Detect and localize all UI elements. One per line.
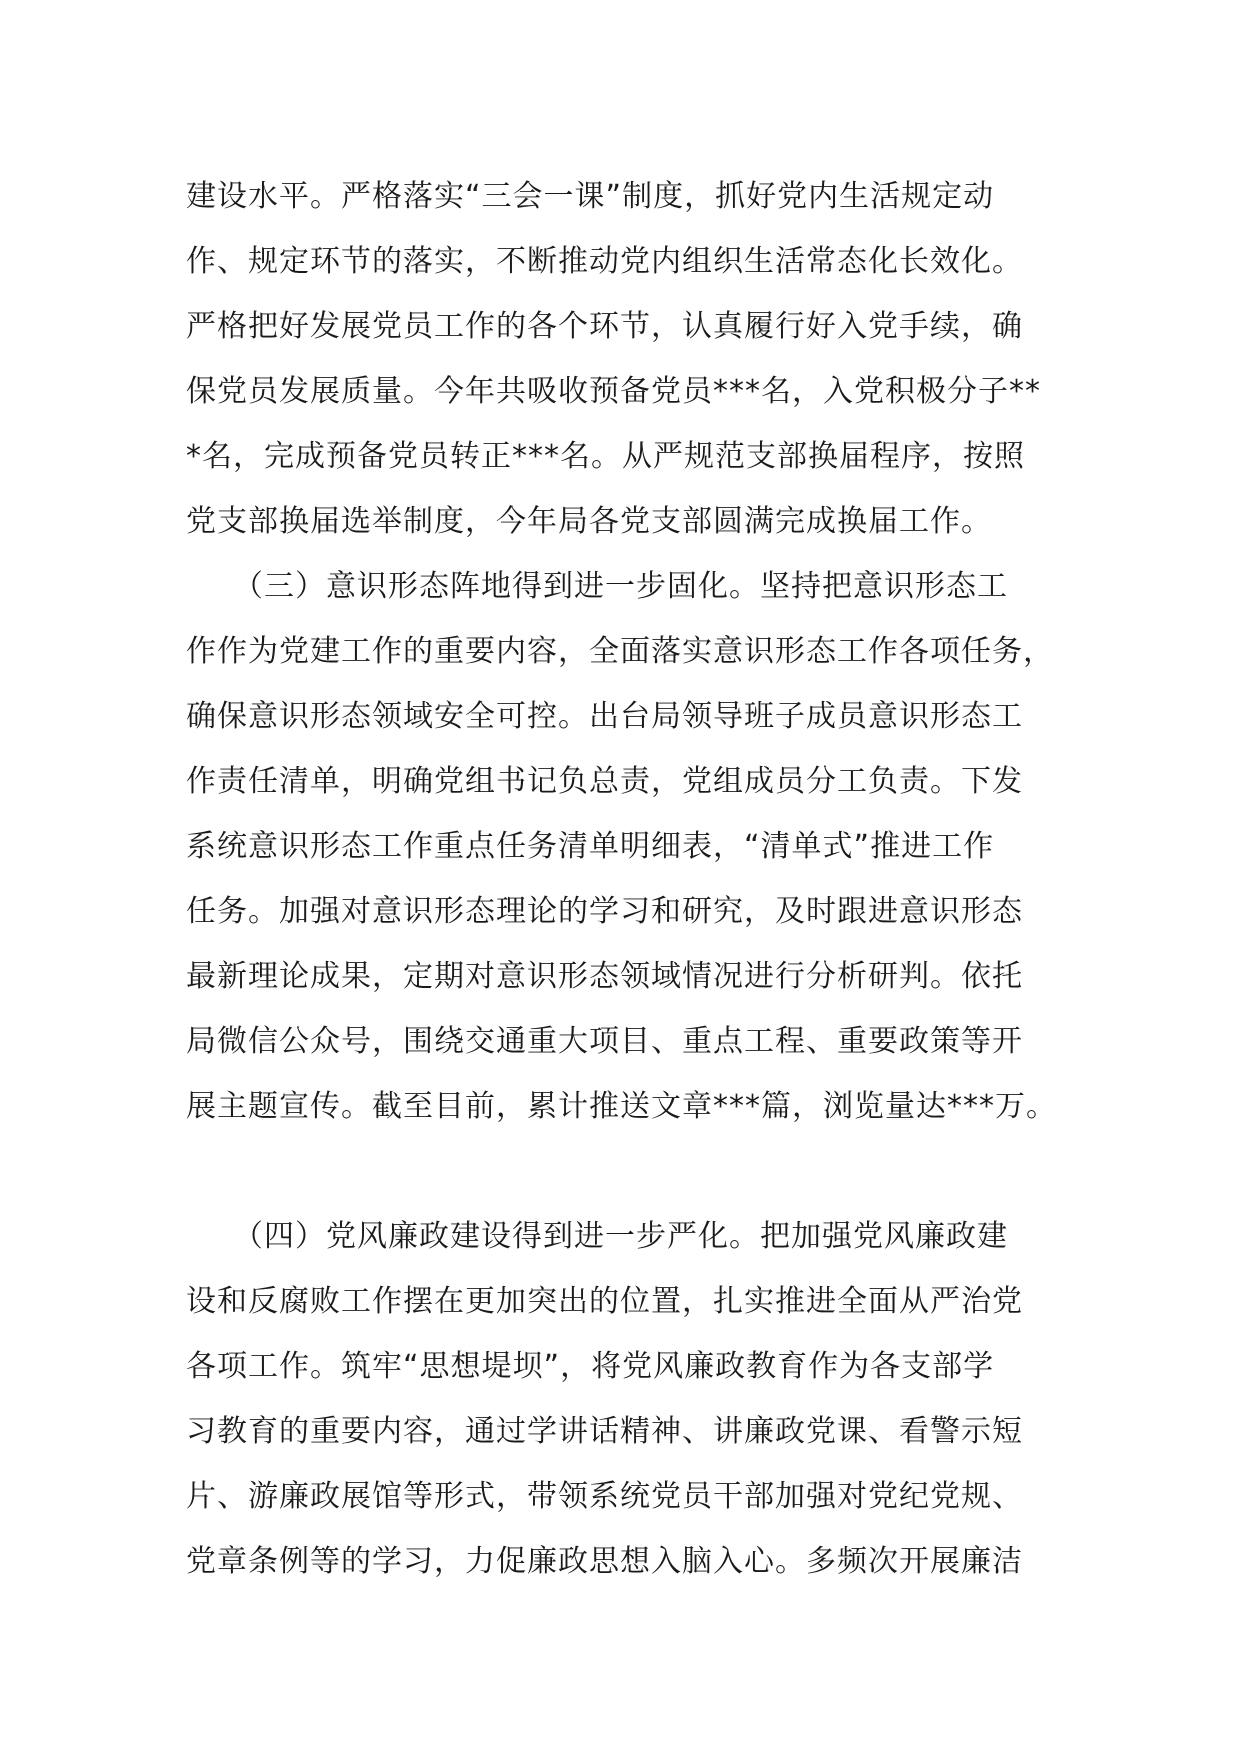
paragraph-party-building	[186, 164, 1086, 554]
text-line: 习教育的重要内容，通过学讲话精神、讲廉政党课、看警示短	[186, 1414, 1023, 1449]
text-line: 最新理论成果，定期对意识形态领域情况进行分析研判。依托	[186, 959, 1023, 994]
text-line: 系统意识形态工作重点任务清单明细表，“清单式”推进工作	[186, 829, 995, 864]
text-line: 作作为党建工作的重要内容，全面落实意识形态工作各项任务，	[186, 634, 1054, 669]
text-line: 严格把好发展党员工作的各个环节，认真履行好入党手续，确	[186, 309, 1023, 344]
text-line: 局微信公众号，围绕交通重大项目、重点工程、重要政策等开	[186, 1024, 1023, 1059]
paragraph-integrity	[186, 1204, 1086, 1594]
text-line: 片、游廉政展馆等形式，带领系统党员干部加强对党纪党规、	[186, 1479, 1023, 1514]
text-line: 作、规定环节的落实，不断推动党内组织生活常态化长效化。	[186, 244, 1023, 279]
text-line: 建设水平。严格落实“三会一课”制度，抓好党内生活规定动	[186, 179, 995, 214]
text-line: 保党员发展质量。今年共吸收预备党员***名，入党积极分子**	[186, 374, 1041, 409]
text-line: 任务。加强对意识形态理论的学习和研究，及时跟进意识形态	[186, 894, 1023, 929]
text-line: *名，完成预备党员转正***名。从严规范支部换届程序，按照	[186, 439, 1025, 474]
text-line: 作责任清单，明确党组书记负总责，党组成员分工负责。下发	[186, 764, 1023, 799]
paragraph-ideology	[186, 554, 1086, 1139]
text-line: 各项工作。筑牢“思想堤坝”，将党风廉政教育作为各支部学	[186, 1349, 995, 1384]
text-line: 党章条例等的学习，力促廉政思想入脑入心。多频次开展廉洁	[186, 1544, 1023, 1579]
text-line: 确保意识形态领域安全可控。出台局领导班子成员意识形态工	[186, 699, 1023, 734]
text-line: （四）党风廉政建设得到进一步严化。把加强党风廉政建	[186, 1219, 1008, 1254]
text-line: 设和反腐败工作摆在更加突出的位置，扎实推进全面从严治党	[186, 1284, 1023, 1319]
text-line: （三）意识形态阵地得到进一步固化。坚持把意识形态工	[186, 569, 1008, 604]
text-line: 党支部换届选举制度，今年局各党支部圆满完成换届工作。	[186, 504, 992, 539]
text-line: 展主题宣传。截至目前，累计推送文章***篇，浏览量达***万。	[186, 1089, 1057, 1124]
